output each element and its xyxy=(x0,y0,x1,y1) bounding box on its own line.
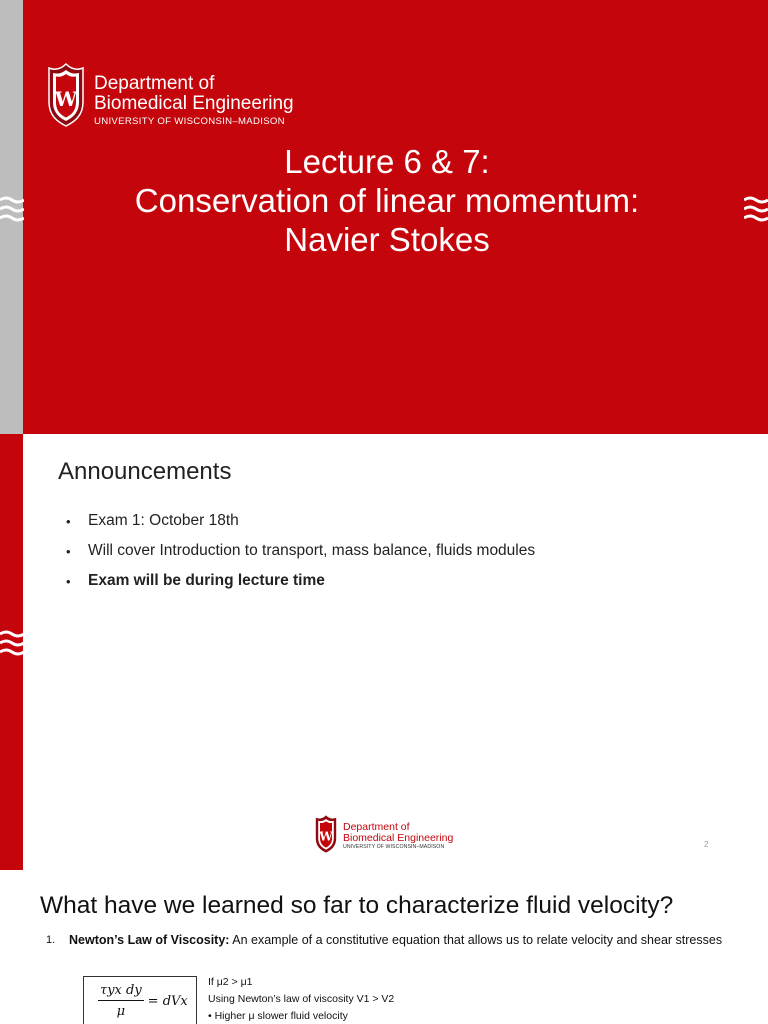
list-item: • Exam will be during lecture time xyxy=(66,572,325,589)
university-name: UNIVERSITY OF WISCONSIN–MADISON xyxy=(94,115,285,127)
department-logo xyxy=(314,814,453,854)
title-line-1: Lecture 6 & 7: xyxy=(284,143,490,180)
list-item xyxy=(46,932,726,948)
equation-box xyxy=(83,976,197,1024)
viscosity-notes xyxy=(208,974,394,1024)
title-slide xyxy=(0,0,768,434)
department-logo xyxy=(46,62,294,128)
fluid-velocity-slide xyxy=(0,870,768,1024)
note-line-2: Using Newton’s law of viscosity V1 > V2 xyxy=(208,993,395,1005)
bullet-icon: • xyxy=(66,544,71,559)
bullet-icon: • xyxy=(66,514,71,529)
announcements-slide xyxy=(0,434,768,870)
right-wave-icon xyxy=(744,194,768,226)
dept-name-line1: Department of xyxy=(94,73,215,94)
university-name: UNIVERSITY OF WISCONSIN–MADISON xyxy=(343,844,445,851)
crest-letter: W xyxy=(319,829,333,844)
title-line-2: Conservation of linear momentum: xyxy=(134,182,640,219)
viscosity-equation xyxy=(98,983,188,1019)
list-item: • Will cover Introduction to transport, mass balance, fluids modules xyxy=(66,542,536,559)
left-wave-icon xyxy=(0,628,24,660)
announcement-list xyxy=(66,512,535,602)
bullet-icon: • xyxy=(66,574,71,589)
item-term: Newton’s Law of Viscosity: xyxy=(69,933,230,947)
equation-denominator: μ xyxy=(116,1004,126,1019)
lecture-title xyxy=(23,142,751,259)
announcements-heading: Announcements xyxy=(58,458,232,485)
uw-crest-icon xyxy=(46,62,86,128)
item-number: 1. xyxy=(46,934,56,946)
equation-rhs: = dVx xyxy=(147,993,188,1009)
title-line-3: Navier Stokes xyxy=(284,221,490,258)
dept-name-line2: Biomedical Engineering xyxy=(94,92,294,114)
left-wave-icon xyxy=(0,194,24,226)
list-item: • Exam 1: October 18th xyxy=(66,512,239,529)
note-line-1: If μ2 > μ1 xyxy=(208,976,253,988)
crest-letter: W xyxy=(54,87,78,111)
page-number: 2 xyxy=(704,840,709,849)
uw-crest-icon xyxy=(314,814,338,854)
slide-heading: What have we learned so far to characterize fluid velocity? xyxy=(40,892,674,919)
note-line-3: • Higher μ slower fluid velocity xyxy=(208,1010,348,1022)
equation-numerator: τyx dy xyxy=(98,983,144,1001)
item-description: An example of a constitutive equation that allows us to relate velocity and shear stresses xyxy=(229,933,723,947)
dept-name-line1: Department of xyxy=(343,821,410,833)
dept-name-line2: Biomedical Engineering xyxy=(343,832,454,845)
